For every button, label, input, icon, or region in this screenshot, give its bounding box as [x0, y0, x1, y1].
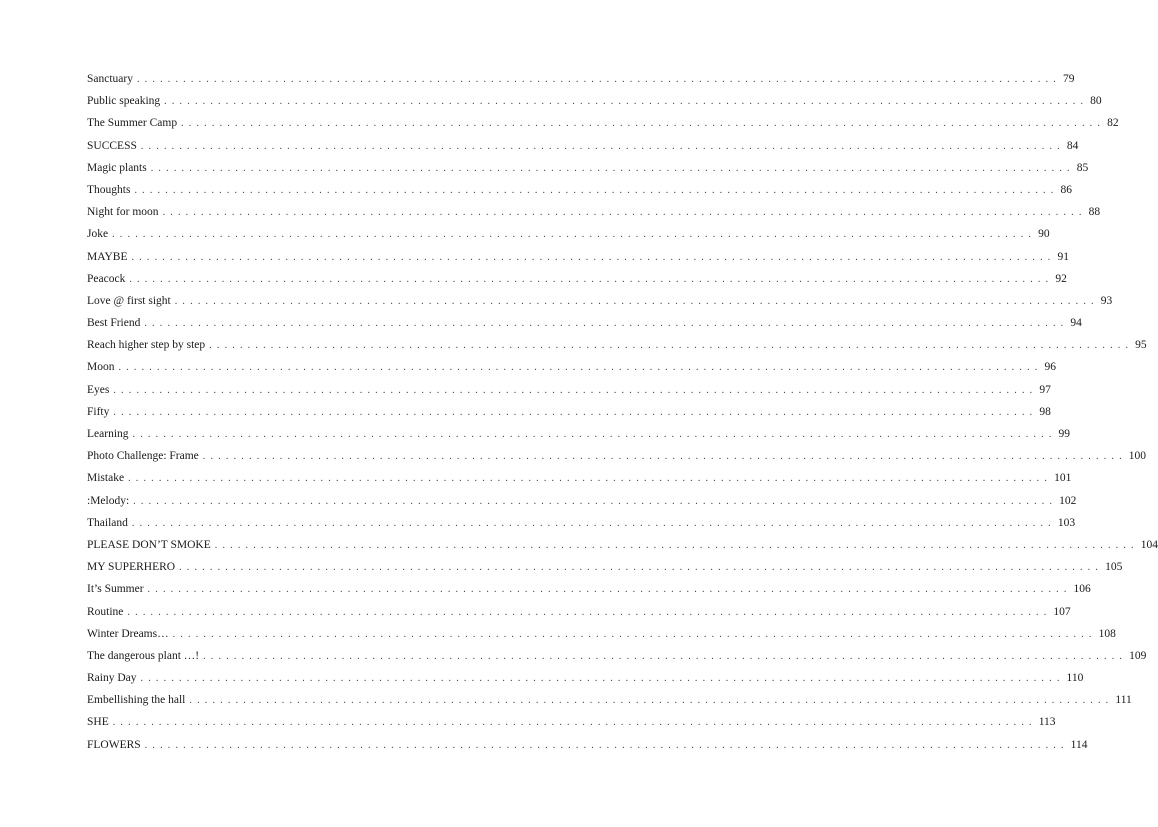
toc-entry[interactable] — [87, 578, 1091, 600]
toc-entry[interactable] — [87, 356, 1056, 378]
toc-entry-title: Thailand — [87, 516, 128, 529]
toc-entry[interactable] — [87, 334, 1147, 356]
toc-entry-page: 82 — [1107, 117, 1119, 130]
toc-entry-title: FLOWERS — [87, 738, 141, 751]
toc-dot-leader: ........................................................................................................................ — [128, 473, 1053, 485]
toc-entry-title: It’s Summer — [87, 583, 144, 596]
toc-entry-page: 114 — [1070, 738, 1088, 751]
toc-entry-title: Routine — [87, 605, 124, 618]
toc-entry-title: Learning — [87, 428, 129, 440]
toc-dot-leader: ........................................................................................................................ — [136, 74, 1061, 85]
toc-entry[interactable] — [87, 423, 1071, 445]
toc-dot-leader: ........................................................................................................................ — [174, 295, 1099, 307]
toc-entry-title: Winter Dreams… — [87, 627, 169, 640]
toc-dot-leader: ........................................................................................................................ — [162, 207, 1087, 219]
toc-entry-title: Rainy Day — [87, 672, 137, 685]
toc-dot-leader: ........................................................................................................................ — [150, 162, 1075, 174]
table-of-contents — [87, 68, 1158, 756]
toc-entry[interactable] — [87, 601, 1071, 623]
toc-entry-page: 108 — [1098, 627, 1116, 640]
toc-dot-leader: ........................................................................................................................ — [181, 118, 1106, 130]
toc-entry-page: 105 — [1105, 561, 1123, 574]
toc-entry-page: 103 — [1057, 516, 1076, 529]
toc-entry-title: :Melody: — [87, 494, 130, 507]
toc-entry-title: Sanctuary — [87, 73, 133, 85]
toc-dot-leader: ........................................................................................................................ — [202, 451, 1127, 463]
toc-entry[interactable] — [87, 379, 1051, 401]
toc-entry-title: Fifty — [87, 405, 110, 418]
toc-dot-leader: ........................................................................................................................ — [112, 229, 1037, 241]
toc-entry-title: Love @ first sight — [87, 294, 171, 307]
toc-dot-leader: ........................................................................................................................ — [203, 650, 1128, 662]
toc-entry-title: Embellishing the hall — [87, 694, 186, 707]
toc-entry-page: 91 — [1057, 250, 1069, 263]
toc-entry[interactable] — [87, 201, 1101, 223]
toc-entry-page: 85 — [1076, 161, 1089, 174]
toc-entry-title: Thoughts — [87, 183, 131, 196]
toc-dot-leader: ........................................................................................................................ — [140, 140, 1065, 152]
toc-entry-page: 106 — [1073, 583, 1091, 596]
toc-dot-leader: ........................................................................................................................ — [118, 362, 1043, 374]
toc-entry-title: PLEASE DON’T SMOKE — [87, 538, 211, 551]
toc-entry[interactable] — [87, 112, 1119, 134]
toc-entry-page: 110 — [1066, 672, 1084, 685]
toc-entry-title: Reach higher step by step — [87, 339, 206, 352]
toc-dot-leader: ........................................................................................................................ — [144, 739, 1069, 751]
toc-entry-page: 93 — [1100, 294, 1113, 307]
toc-entry-title: SUCCESS — [87, 139, 137, 152]
toc-entry-title: Joke — [87, 228, 109, 241]
toc-entry[interactable] — [87, 223, 1050, 245]
toc-entry-page: 109 — [1129, 649, 1147, 662]
toc-entry-title: MAYBE — [87, 250, 128, 263]
toc-entry[interactable] — [87, 711, 1056, 733]
toc-entry-page: 80 — [1090, 95, 1102, 108]
toc-entry-page: 101 — [1054, 472, 1072, 485]
toc-dot-leader: ........................................................................................................................ — [132, 429, 1057, 440]
toc-entry[interactable] — [87, 445, 1147, 467]
toc-entry[interactable] — [87, 135, 1079, 157]
toc-entry-title: Photo Challenge: Frame — [87, 450, 199, 463]
toc-entry[interactable] — [87, 401, 1051, 423]
toc-entry-title: Eyes — [87, 383, 110, 396]
toc-entry-page: 94 — [1070, 317, 1082, 330]
toc-entry-page: 90 — [1038, 228, 1050, 241]
toc-entry-page: 102 — [1059, 494, 1077, 507]
toc-entry-page: 88 — [1088, 206, 1101, 219]
toc-entry[interactable] — [87, 467, 1072, 489]
toc-dot-leader: ........................................................................................................................ — [113, 406, 1038, 418]
toc-entry[interactable] — [87, 534, 1158, 556]
toc-entry-page: 100 — [1128, 450, 1147, 463]
toc-entry-title: Peacock — [87, 272, 126, 285]
toc-dot-leader: ........................................................................................................................ — [214, 539, 1139, 551]
toc-entry[interactable] — [87, 312, 1082, 334]
toc-dot-leader: ........................................................................................................................ — [147, 584, 1072, 596]
toc-entry-page: 97 — [1039, 383, 1051, 396]
toc-dot-leader: ........................................................................................................................ — [140, 673, 1065, 685]
toc-entry-page: 84 — [1066, 139, 1079, 152]
toc-dot-leader: ........................................................................................................................ — [112, 717, 1037, 729]
toc-entry-title: Best Friend — [87, 317, 141, 330]
toc-entry-title: The dangerous plant …! — [87, 649, 200, 662]
toc-dot-leader: ........................................................................................................................ — [172, 628, 1097, 640]
toc-entry-title: Public speaking — [87, 95, 161, 108]
toc-entry-title: Mistake — [87, 472, 125, 485]
toc-entry-page: 96 — [1044, 361, 1056, 374]
toc-dot-leader: ........................................................................................................................ — [133, 495, 1058, 507]
toc-entry[interactable] — [87, 689, 1132, 711]
toc-dot-leader: ........................................................................................................................ — [134, 184, 1059, 196]
toc-entry-page: 79 — [1062, 73, 1075, 85]
toc-entry-page: 99 — [1058, 428, 1071, 440]
toc-entry-title: SHE — [87, 716, 109, 729]
toc-entry-page: 86 — [1060, 183, 1072, 196]
toc-dot-leader: ........................................................................................................................ — [209, 340, 1134, 352]
toc-dot-leader: ........................................................................................................................ — [127, 606, 1052, 618]
toc-entry-title: MY SUPERHERO — [87, 561, 176, 574]
toc-entry[interactable] — [87, 179, 1072, 201]
toc-dot-leader: ........................................................................................................................ — [144, 318, 1069, 330]
toc-entry-title: Moon — [87, 361, 115, 374]
toc-entry[interactable] — [87, 512, 1076, 534]
toc-entry-page: 107 — [1053, 605, 1071, 618]
toc-entry-page: 111 — [1115, 694, 1132, 707]
toc-dot-leader: ........................................................................................................................ — [179, 562, 1104, 574]
toc-entry-title: Magic plants — [87, 161, 147, 174]
toc-entry[interactable] — [87, 157, 1089, 179]
toc-dot-leader: ........................................................................................................................ — [164, 96, 1089, 108]
toc-dot-leader: ........................................................................................................................ — [131, 251, 1056, 263]
toc-entry[interactable] — [87, 623, 1116, 645]
toc-entry[interactable] — [87, 68, 1075, 90]
toc-entry[interactable] — [87, 734, 1088, 756]
toc-entry[interactable] — [87, 290, 1113, 312]
toc-entry-page: 95 — [1135, 339, 1147, 352]
toc-entry-page: 98 — [1039, 405, 1051, 418]
toc-dot-leader: ........................................................................................................................ — [129, 273, 1054, 285]
toc-dot-leader: ........................................................................................................................ — [131, 517, 1056, 529]
toc-entry-page: 104 — [1140, 538, 1158, 551]
toc-entry[interactable] — [87, 246, 1069, 268]
toc-dot-leader: ........................................................................................................................ — [189, 695, 1114, 707]
toc-dot-leader: ........................................................................................................................ — [113, 384, 1038, 396]
toc-entry-page: 92 — [1055, 272, 1067, 285]
toc-entry[interactable] — [87, 490, 1077, 512]
toc-entry-title: Night for moon — [87, 206, 159, 219]
toc-entry[interactable] — [87, 645, 1147, 667]
toc-entry[interactable] — [87, 268, 1067, 290]
toc-entry-title: The Summer Camp — [87, 117, 178, 130]
toc-entry-page: 113 — [1038, 716, 1056, 729]
toc-entry[interactable] — [87, 90, 1102, 112]
toc-entry[interactable] — [87, 556, 1123, 578]
toc-entry[interactable] — [87, 667, 1084, 689]
